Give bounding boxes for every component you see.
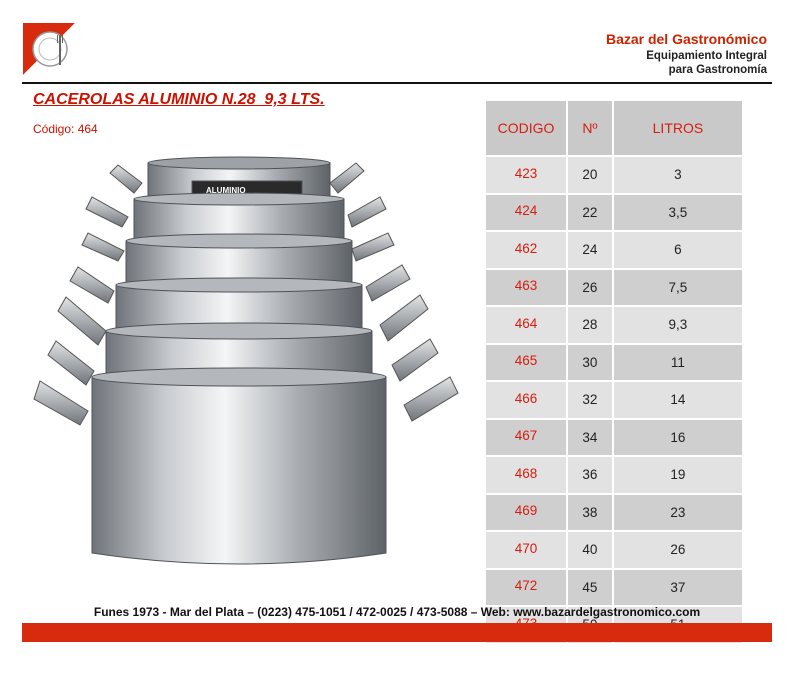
brand-tagline-2: para Gastronomía (668, 64, 767, 76)
table-row (486, 531, 743, 569)
code-cell: 465 (486, 344, 567, 382)
number-cell: 36 (567, 456, 613, 494)
table-row (486, 306, 743, 344)
litros-cell: 3,5 (613, 194, 743, 232)
number-cell: 32 (567, 381, 613, 419)
code-cell: 470 (486, 531, 567, 569)
litros-cell: 11 (613, 344, 743, 382)
table-row (486, 231, 743, 269)
table-row (486, 381, 743, 419)
litros-cell: 16 (613, 419, 743, 457)
pot-brand-label: ALUMINIO (206, 186, 246, 195)
brand-block (606, 31, 767, 77)
table-row (486, 344, 743, 382)
number-cell: 38 (567, 494, 613, 532)
table-row (486, 419, 743, 457)
table-header-row (486, 101, 743, 156)
litros-cell: 23 (613, 494, 743, 532)
header-numero: Nº (567, 101, 613, 156)
brand-name: Bazar del Gastronómico (605, 31, 767, 47)
number-cell: 40 (567, 531, 613, 569)
litros-cell: 26 (613, 531, 743, 569)
table-row (486, 269, 743, 307)
litros-cell: 19 (613, 456, 743, 494)
litros-cell: 14 (613, 381, 743, 419)
number-cell: 30 (567, 344, 613, 382)
table-row (486, 456, 743, 494)
table-row (486, 569, 743, 607)
footer-bar (22, 623, 772, 642)
footer-contact: Funes 1973 - Mar del Plata – (0223) 475-1051 / 472-0025 / 473-5088 – Web: www.bazardelgastronomico.com (93, 605, 701, 619)
code-cell: 466 (486, 381, 567, 419)
code-cell: 472 (486, 569, 567, 607)
code-cell: 467 (486, 419, 567, 457)
table-row (486, 194, 743, 232)
number-cell: 24 (567, 231, 613, 269)
litros-cell: 7,5 (613, 269, 743, 307)
brand-logo (23, 23, 75, 75)
code-cell: 423 (486, 156, 567, 194)
number-cell: 26 (567, 269, 613, 307)
number-cell: 22 (567, 194, 613, 232)
product-title: CACEROLAS ALUMINIO N.28 9,3 LTS. (33, 91, 325, 108)
litros-cell: 37 (613, 569, 743, 607)
code-cell: 468 (486, 456, 567, 494)
litros-cell: 6 (613, 231, 743, 269)
product-image (30, 155, 470, 595)
code-cell: 464 (486, 306, 567, 344)
code-cell: 462 (486, 231, 567, 269)
number-cell: 28 (567, 306, 613, 344)
code-cell: 469 (486, 494, 567, 532)
table-row (486, 156, 743, 194)
header-divider (22, 82, 772, 84)
litros-cell: 3 (613, 156, 743, 194)
number-cell: 45 (567, 569, 613, 607)
number-cell: 34 (567, 419, 613, 457)
brand-tagline-1: Equipamiento Integral (646, 50, 767, 62)
number-cell: 20 (567, 156, 613, 194)
product-code-table (486, 101, 744, 643)
code-cell: 424 (486, 194, 567, 232)
header-codigo: CODIGO (486, 101, 567, 156)
product-code: Código: 464 (33, 122, 98, 136)
code-cell: 463 (486, 269, 567, 307)
table-row (486, 494, 743, 532)
header-litros: LITROS (613, 101, 743, 156)
litros-cell: 9,3 (613, 306, 743, 344)
